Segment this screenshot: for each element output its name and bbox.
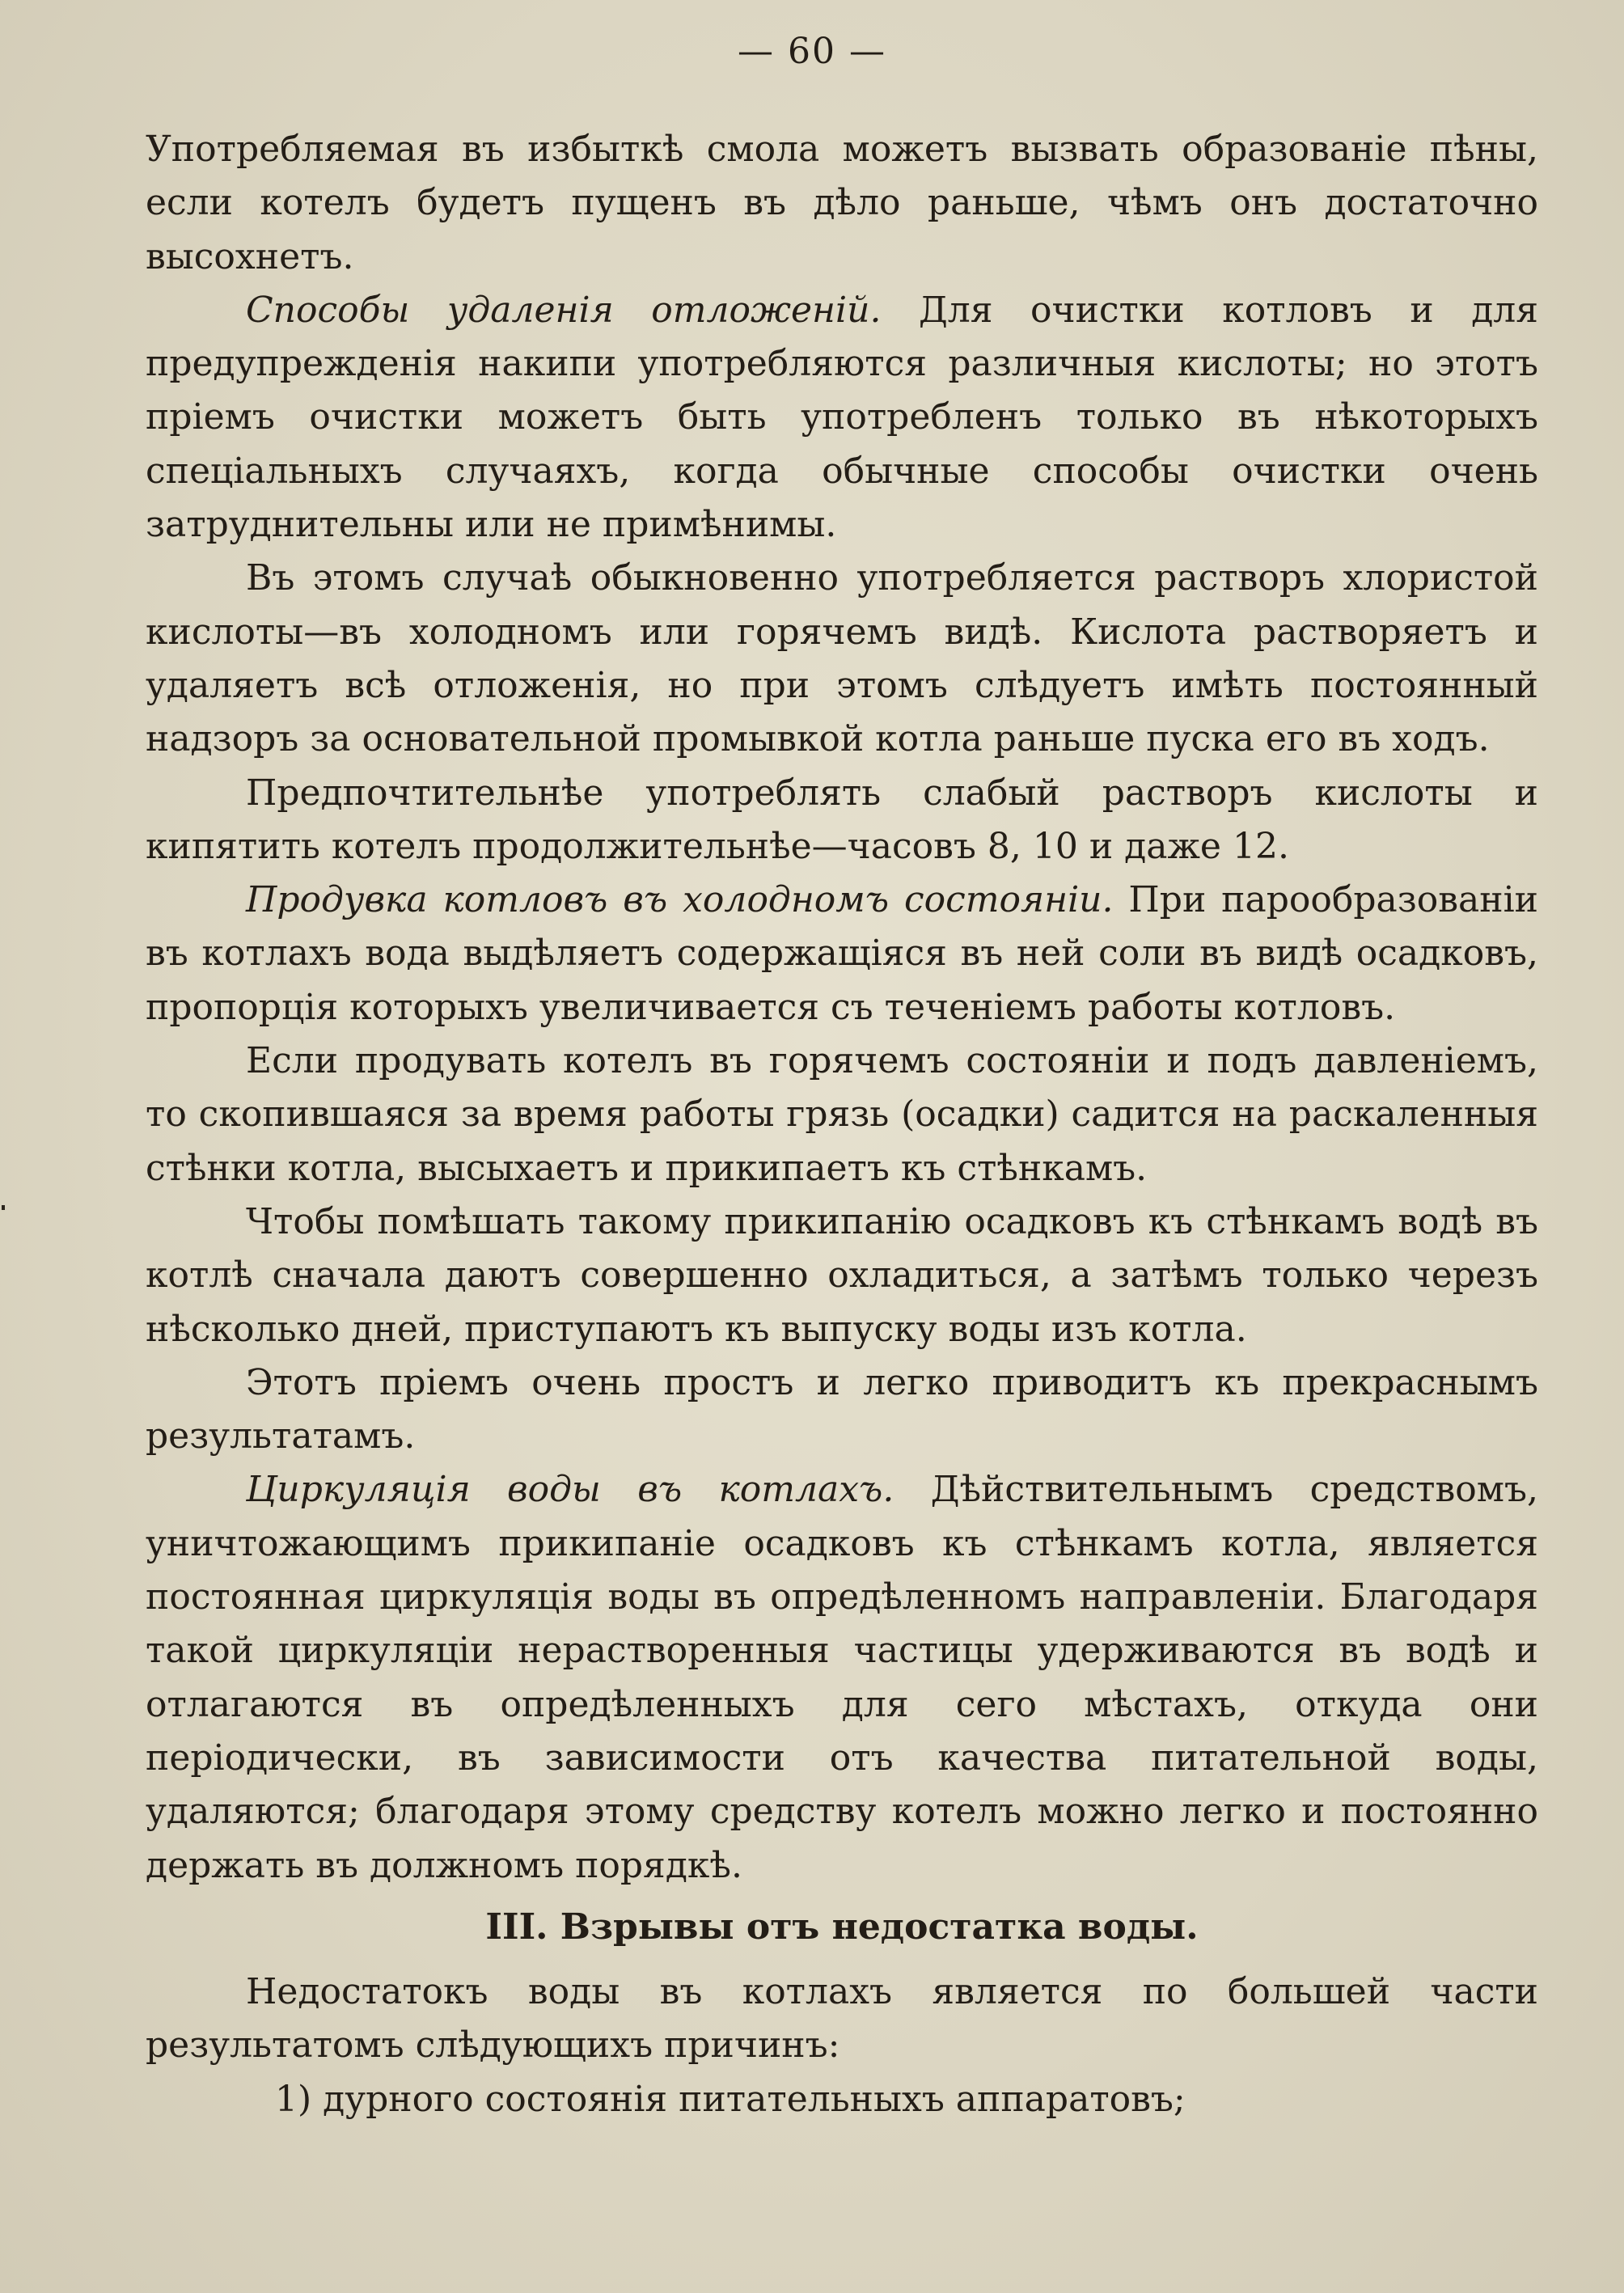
paragraph-hydrochloric-acid: Въ этомъ случаѣ обыкновенно употребляется растворъ хлористой кислоты—въ холодномъ или горячемъ видѣ. Кислота растворяетъ и удаляетъ всѣ отложенія, но при этомъ слѣдуетъ имѣть постоянный надзоръ за основательной промывкой котла раньше пуска его въ ходъ. xyxy=(146,557,1538,760)
paragraph-cooling: Чтобы помѣшать такому прикипанію осадковъ къ стѣнкамъ водѣ въ котлѣ сначала даютъ совершенно охладиться, а затѣмъ только черезъ нѣсколько дней, приступаютъ къ выпуску воды изъ котла. xyxy=(146,1200,1538,1350)
paragraph-cold-blowdown: Продувка котловъ въ холодномъ состояніи. При парообразованіи въ котлахъ вода выдѣляетъ содержащіяся въ ней соли въ видѣ осадковъ, пропорція которыхъ увеличивается съ теченіемъ работы котловъ. xyxy=(146,879,1538,1028)
section-heading-deposit-removal: Способы удаленія отложеній. xyxy=(246,289,882,331)
page-number: — 60 — xyxy=(738,31,886,72)
paragraph-resin: Употребляемая въ избыткѣ смола можетъ вызвать образованіе пѣны, если котелъ будетъ пущенъ въ дѣло раньше, чѣмъ онъ достаточно высохнетъ. xyxy=(146,129,1538,277)
chapter-heading-water-shortage: III. Взрывы отъ недостатка воды. xyxy=(485,1906,1199,1948)
paragraph-hot-blowdown: Если продувать котелъ въ горячемъ состояніи и подъ давленіемъ, то скопившаяся за время работы грязь (осадки) садится на раскаленныя стѣнки котла, высыхаетъ и прикипаетъ къ стѣнкамъ. xyxy=(146,1040,1538,1189)
margin-speck xyxy=(2,1205,5,1210)
paragraph-weak-solution: Предпочтительнѣе употреблять слабый растворъ кислоты и кипятить котелъ продолжительнѣе—часовъ 8, 10 и даже 12. xyxy=(146,772,1538,867)
list-item: 1) дурного состоянія питательныхъ аппаратовъ; xyxy=(275,2078,1186,2120)
paragraph-deposit-removal: Способы удаленія отложеній. Для очистки котловъ и для предупрежденія накипи употребляются различныя кислоты; но этотъ пріемъ очистки можетъ быть употребленъ только въ нѣкоторыхъ спеціальныхъ случаяхъ, когда обычные способы очистки очень затруднительны или не примѣнимы. xyxy=(146,289,1538,546)
paragraph-simple-method: Этотъ пріемъ очень простъ и легко приводитъ къ прекраснымъ результатамъ. xyxy=(146,1361,1538,1457)
page-body xyxy=(146,123,1538,2126)
paragraph-water-shortage: Недостатокъ воды въ котлахъ является по большей части результатомъ слѣдующихъ причинъ: xyxy=(146,1971,1538,2067)
paragraph-circulation: Циркуляція воды въ котлахъ. Дѣйствительнымъ средствомъ, уничтожающимъ прикипаніе осадковъ къ стѣнкамъ котла, является постоянная циркуляція воды въ опредѣленномъ направленіи. Благодаря такой циркуляціи нерастворенныя частицы удерживаются въ водѣ и отлагаются въ опредѣленныхъ для сего мѣстахъ, откуда они періодически, въ зависимости отъ качества питательной воды, удаляются; благодаря этому средству котелъ можно легко и постоянно держать въ должномъ порядкѣ. xyxy=(146,1469,1538,1886)
section-heading-circulation: Циркуляція воды въ котлахъ. xyxy=(246,1469,894,1511)
section-heading-cold-blowdown: Продувка котловъ въ холодномъ состояніи. xyxy=(246,879,1114,921)
